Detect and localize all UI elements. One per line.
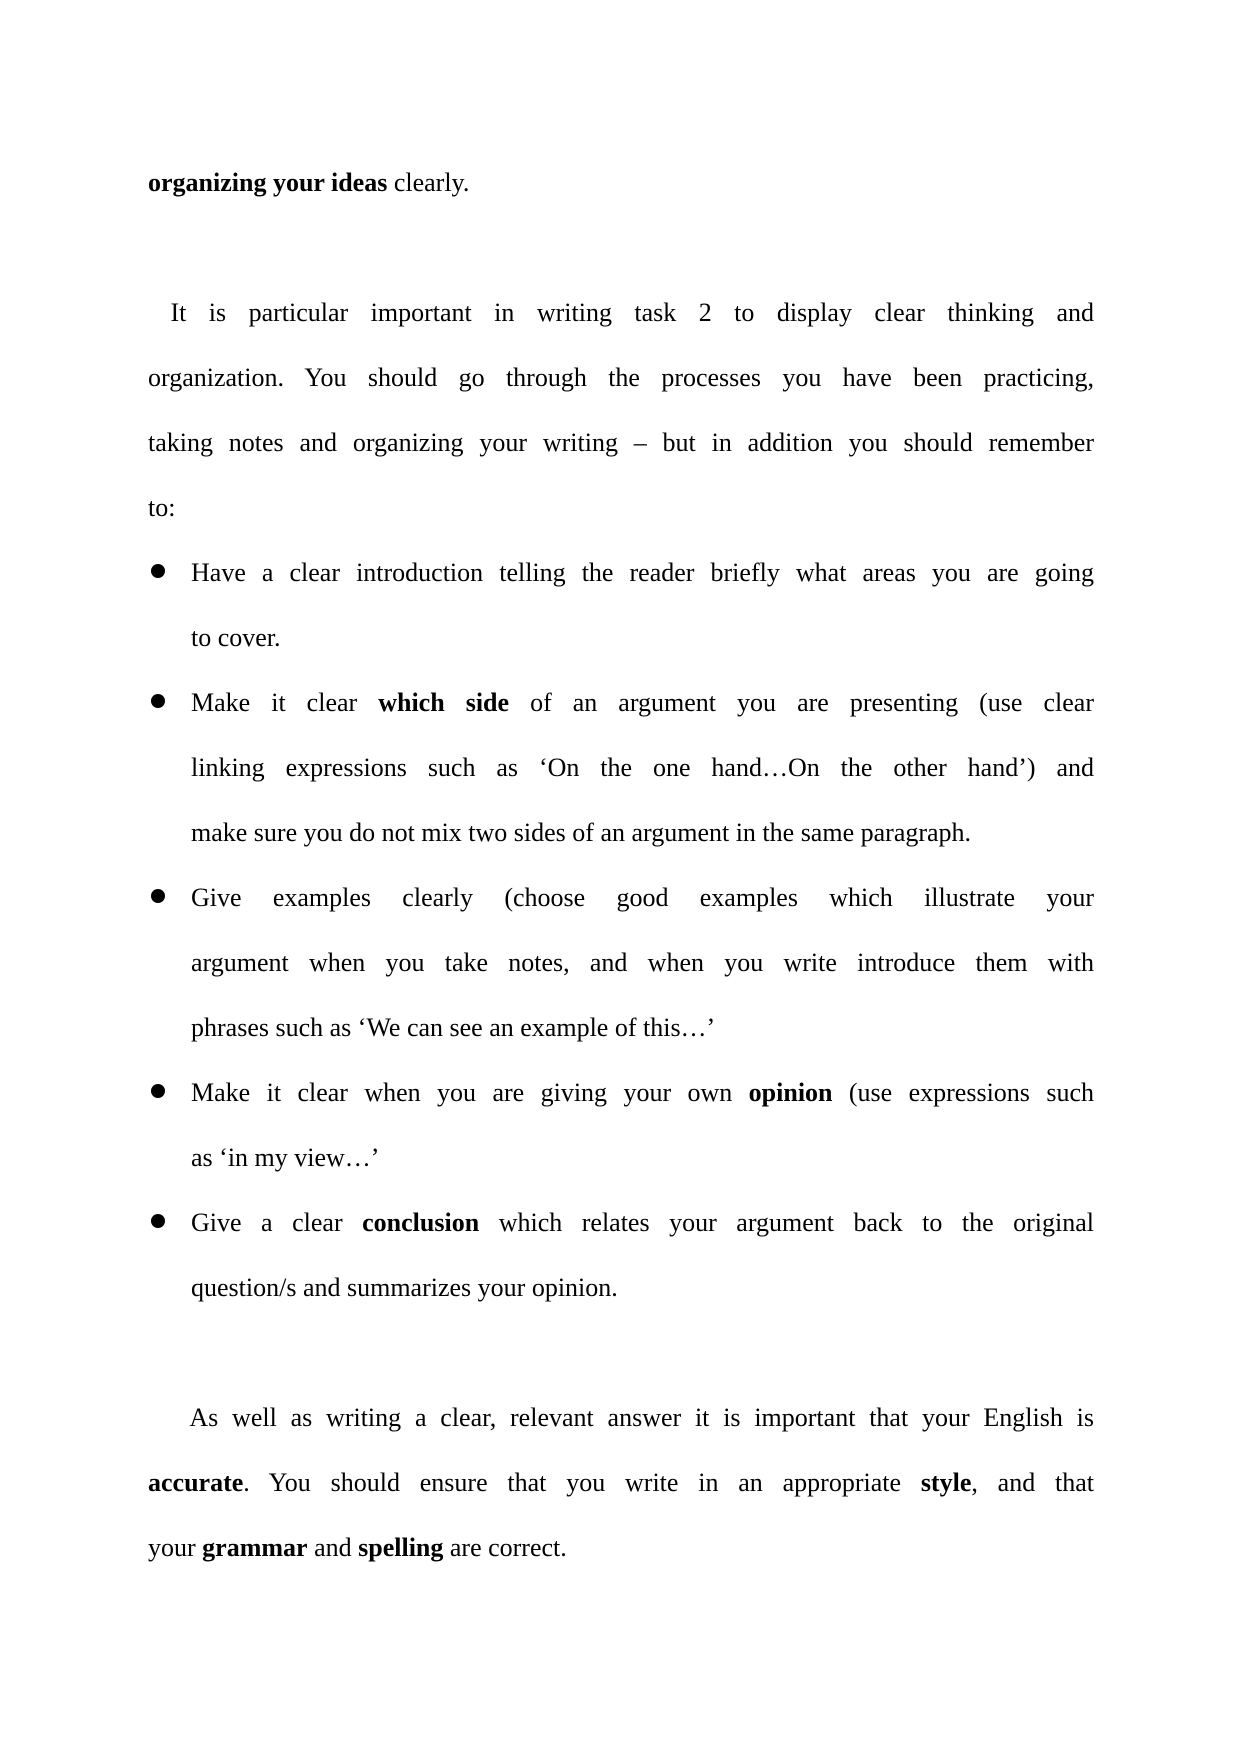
bullet-dot [151,889,165,903]
bullet3-line2: argument when you take notes, and when you write introduce them with [191,948,1094,977]
text-run: Give a clear [191,1208,363,1237]
para1-line1: It is particular important in writing task 2 to display clear thinking and [148,298,1094,327]
text-run: which relates your argument back to the original [479,1208,1094,1237]
bold-phrase: which side [378,688,510,717]
bullet1-line2: to cover. [191,623,281,652]
bold-phrase: opinion [748,1078,833,1107]
bullet-dot [151,694,165,708]
bullet2-line3: make sure you do not mix two sides of an argument in the same paragraph. [191,818,972,847]
text-run: (use expressions such [832,1078,1094,1107]
text-run: and [307,1533,359,1562]
text-run: Make it clear when you are giving your own [191,1078,749,1107]
text-run: your [148,1533,203,1562]
para1-line3: taking notes and organizing your writing – but in addition you should remember [148,428,1094,457]
bullet2-line1 [191,688,1094,718]
bold-phrase: spelling [358,1533,444,1562]
bullet-dot [151,1214,165,1228]
bold-phrase: accurate [148,1468,244,1497]
text-run: clearly. [387,168,470,197]
para2-line1: As well as writing a clear, relevant answer it is important that your English is [148,1403,1095,1432]
bullet4-line1 [191,1078,1094,1108]
bullet3-line3: phrases such as ‘We can see an example of this…’ [191,1013,716,1042]
text-run: , and that [971,1468,1094,1497]
text-run: Make it clear [191,688,379,717]
bullet4-line2: as ‘in my view…’ [191,1143,380,1172]
text-run: . You should ensure that you write in an appropriate [243,1468,921,1497]
para1-line4: to: [148,493,176,522]
bullet3-line1: Give examples clearly (choose good examples which illustrate your [191,883,1094,912]
bullet1-line1: Have a clear introduction telling the reader briefly what areas you are going [191,558,1094,587]
text-run: of an argument you are presenting (use clear [509,688,1094,717]
bold-phrase: grammar [202,1533,308,1562]
bold-phrase: style [920,1468,972,1497]
bullet5-line2: question/s and summarizes your opinion. [191,1273,618,1302]
bold-phrase: conclusion [362,1208,480,1237]
para2-line3 [148,1533,567,1563]
continuation-line [148,168,469,198]
para1-line2: organization. You should go through the processes you have been practicing, [148,363,1094,392]
bullet5-line1 [191,1208,1094,1238]
bold-phrase: organizing your ideas [148,168,388,197]
text-run: are correct. [443,1533,567,1562]
bullet-dot [151,564,165,578]
para2-line2 [148,1468,1094,1498]
bullet-dot [151,1084,165,1098]
bullet2-line2: linking expressions such as ‘On the one hand…On the other hand’) and [191,753,1094,782]
